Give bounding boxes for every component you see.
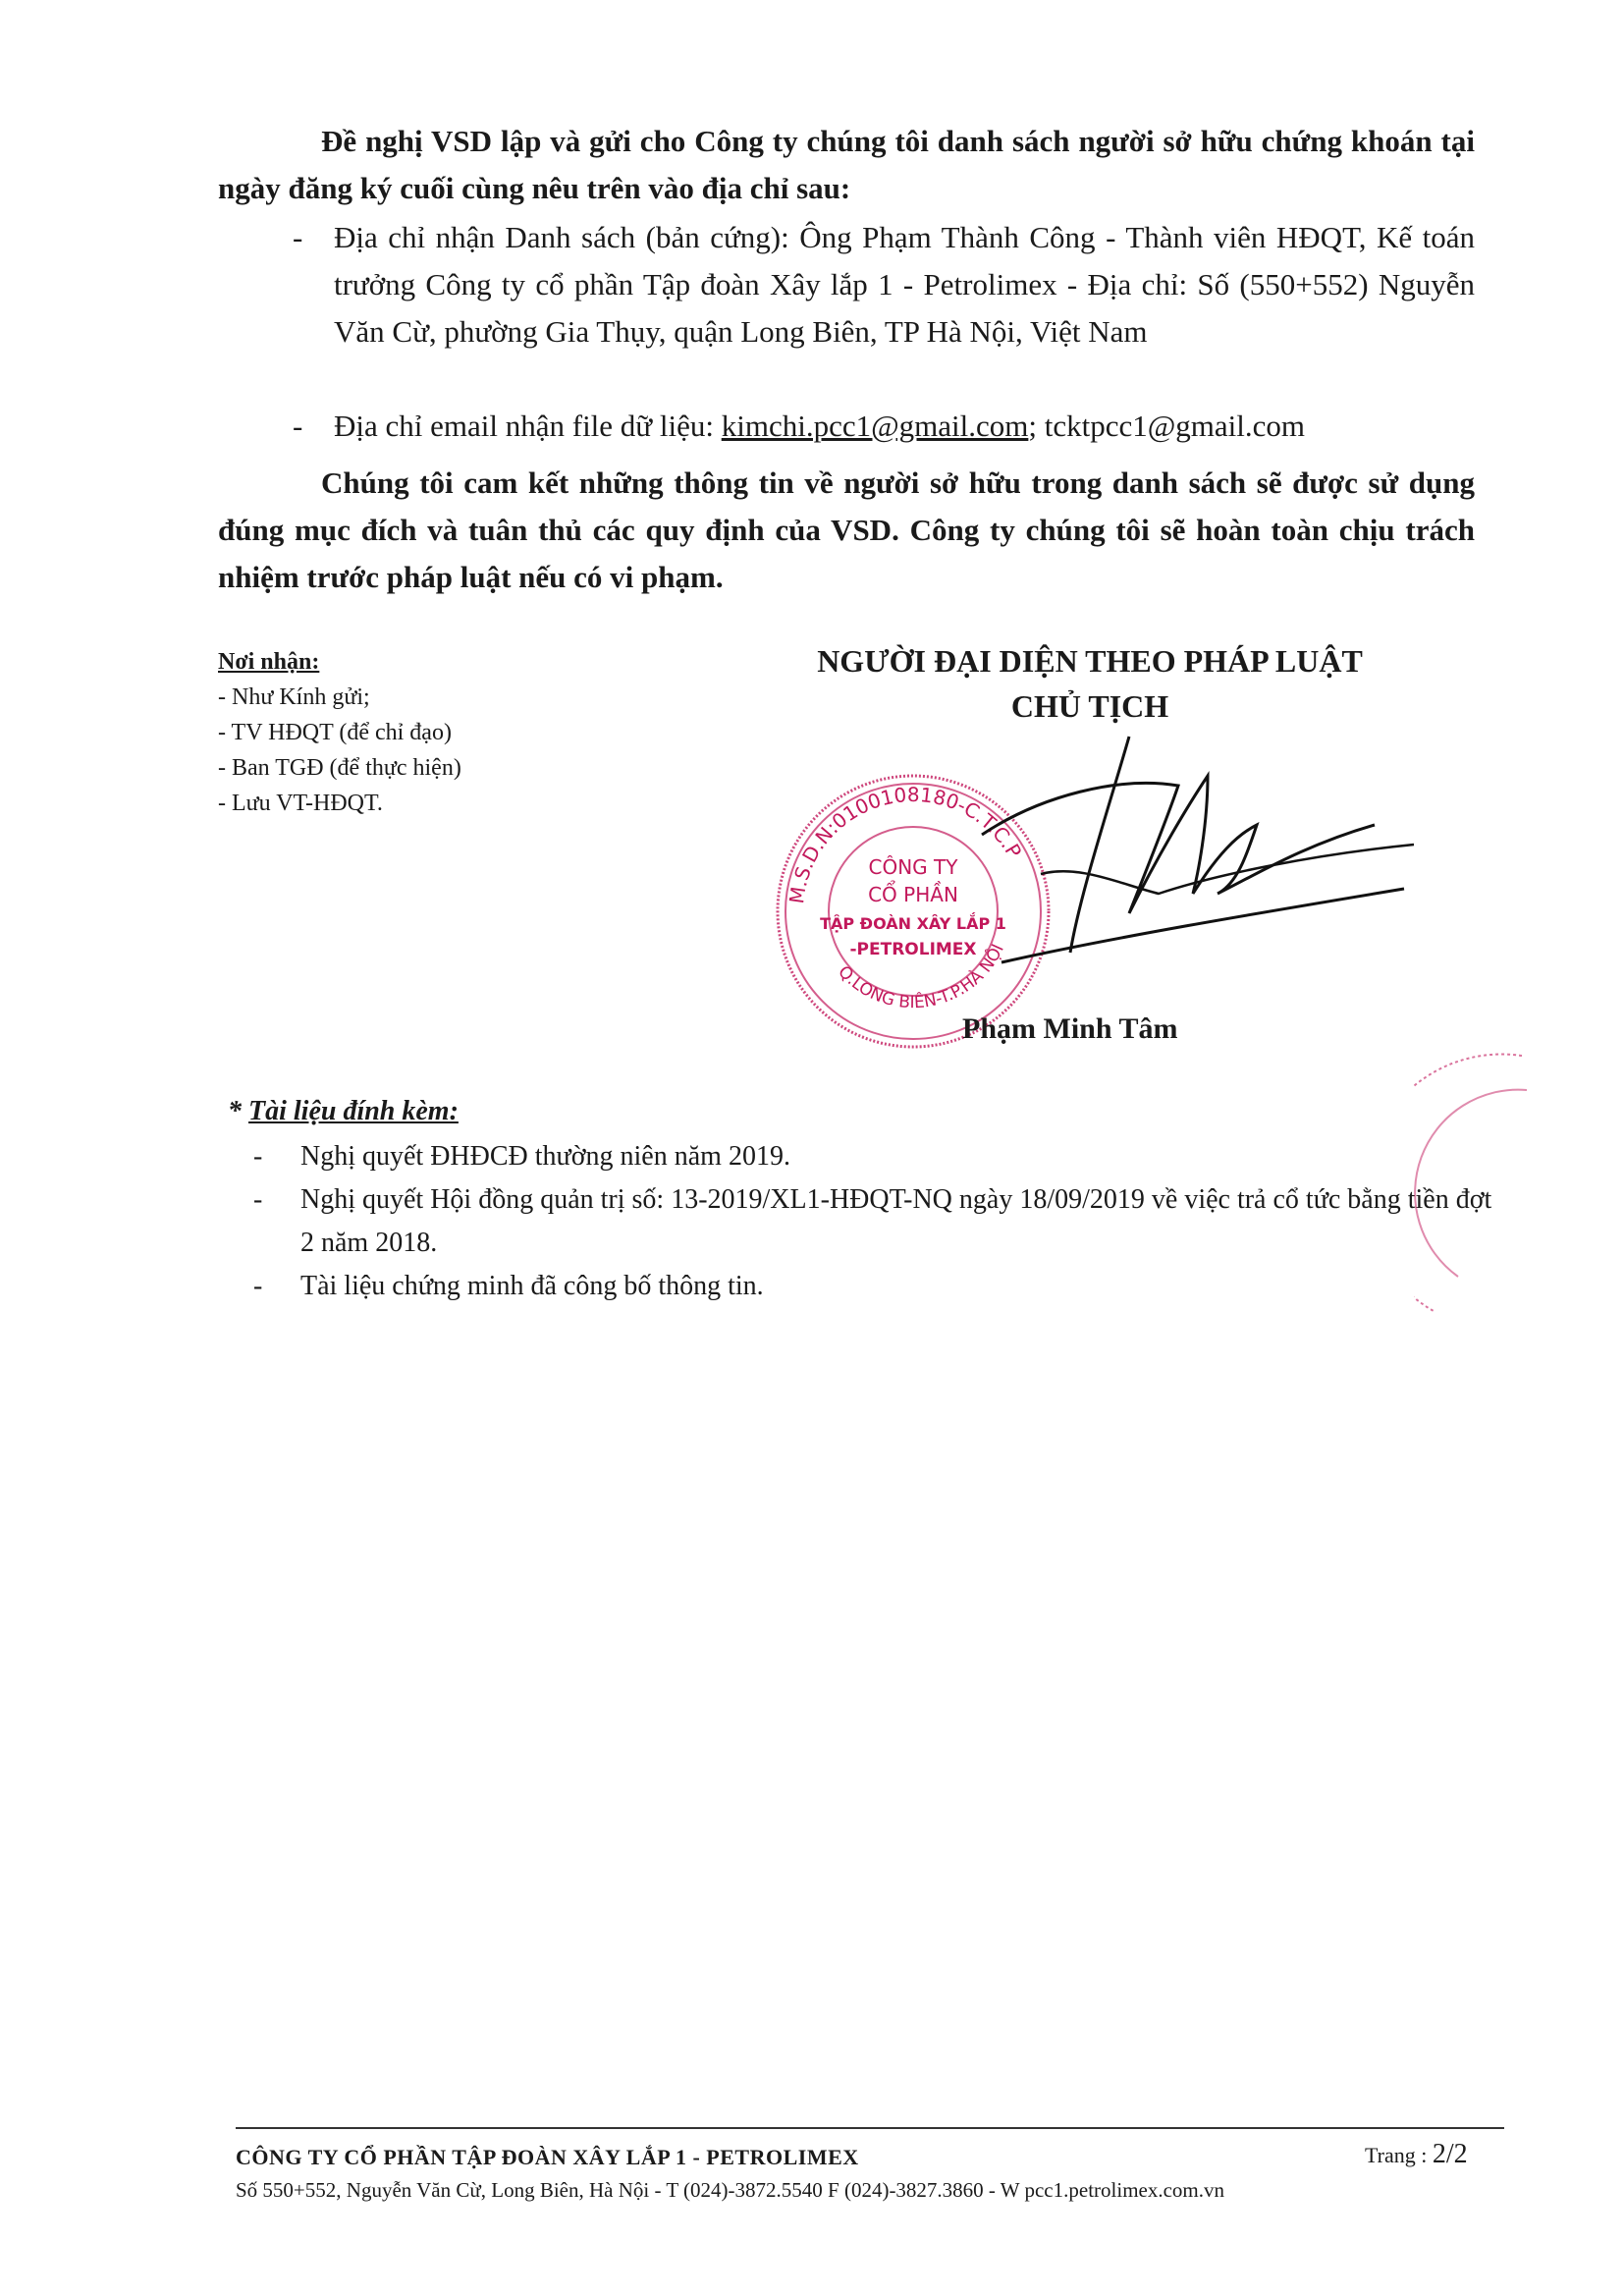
signature-title-line2: CHỦ TỊCH — [1010, 688, 1169, 724]
attachments-title: * Tài liệu đính kèm: — [228, 1096, 459, 1126]
stamp-ring-bottom: Q.LONG BIÊN-T.P.HÀ NỘI — [834, 941, 1008, 1013]
footer-page-value: 2/2 — [1432, 2139, 1468, 2169]
email-link-secondary[interactable]: tcktpcc1@gmail.com — [1044, 409, 1306, 443]
request-paragraph: Đề nghị VSD lập và gửi cho Công ty chúng tôi danh sách người sở hữu chứng khoán tại ngày đăng ký cuối cùng nêu trên vào địa chỉ sau: — [218, 124, 1475, 205]
bullet-dash: - — [253, 1184, 263, 1215]
signature-title-line1: NGƯỜI ĐẠI DIỆN THEO PHÁP LUẬT — [817, 643, 1363, 679]
attachment-item: - Nghị quyết Hội đồng quản trị số: 13-2019/XL1-HĐQT-NQ ngày 18/09/2019 về việc trả cổ tức bằng tiền đợt 2 năm 2018. — [253, 1178, 1500, 1265]
email-link-primary[interactable]: kimchi.pcc1@gmail.com — [721, 409, 1029, 443]
footer-address: Số 550+552, Nguyễn Văn Cừ, Long Biên, Hà Nội - T (024)-3872.5540 F (024)-3827.3860 - W pcc1.petrolimex.com.vn — [236, 2178, 1225, 2202]
bullet-dash: - — [293, 409, 303, 443]
footer-page-number — [1365, 2139, 1468, 2170]
edge-stamp-partial — [1414, 1051, 1532, 1316]
address-text: Địa chỉ nhận Danh sách (bản cứng): Ông Phạm Thành Công - Thành viên HĐQT, Kế toán trưởng Công ty cổ phần Tập đoàn Xây lắp 1 - Petrolimex - Địa chỉ: Số (550+552) Nguyễn Văn Cừ, phường Gia Thụy, quận Long Biên, TP Hà Nội, Việt Nam — [334, 220, 1475, 349]
recipient-item: - Ban TGĐ (để thực hiện) — [218, 755, 461, 781]
email-separator: ; — [1028, 409, 1045, 443]
stamp-line4: -PETROLIMEX — [849, 940, 977, 959]
recipients-block — [218, 644, 689, 821]
attachment-item: - Tài liệu chứng minh đã công bố thông tin. — [253, 1265, 1481, 1308]
recipient-item: - TV HĐQT (để chỉ đạo) — [218, 720, 452, 745]
footer-company: CÔNG TY CỔ PHẦN TẬP ĐOÀN XÂY LẮP 1 - PETROLIMEX — [236, 2145, 859, 2169]
email-bullet — [293, 403, 1500, 450]
signature-title — [746, 638, 1434, 729]
attachments-block — [228, 1090, 1494, 1133]
attachment-item: - Nghị quyết ĐHĐCĐ thường niên năm 2019. — [253, 1135, 1481, 1178]
commitment-paragraph: Chúng tôi cam kết những thông tin về người sở hữu trong danh sách sẽ được sử dụng đúng mục đích và tuân thủ các quy định của VSD. Công ty chúng tôi sẽ hoàn toàn chịu trách nhiệm trước pháp luật nếu có vi phạm. — [218, 465, 1475, 594]
stamp-ring-text: M.S.D.N:0100108180-C.T.C.P — [785, 782, 1027, 905]
bullet-dash: - — [253, 1141, 263, 1172]
stamp-line1: CÔNG TY — [868, 855, 958, 879]
bullet-dash: - — [253, 1271, 263, 1301]
recipients-title: Nơi nhận: — [218, 649, 320, 675]
recipient-item: - Lưu VT-HĐQT. — [218, 791, 383, 816]
bullet-dash: - — [293, 220, 303, 254]
email-label: Địa chỉ email nhận file dữ liệu: — [334, 409, 722, 443]
recipient-item: - Như Kính gửi; — [218, 684, 370, 710]
stamp-line2: CỔ PHẦN — [868, 883, 958, 906]
stamp-line3: TẬP ĐOÀN XÂY LẮP 1 — [820, 914, 1006, 933]
footer-divider — [236, 2127, 1504, 2129]
address-bullet — [293, 214, 1475, 410]
footer-page-label: Trang : — [1365, 2143, 1433, 2167]
handwritten-signature — [962, 727, 1424, 1002]
signer-name: Phạm Minh Tâm — [962, 1012, 1178, 1045]
